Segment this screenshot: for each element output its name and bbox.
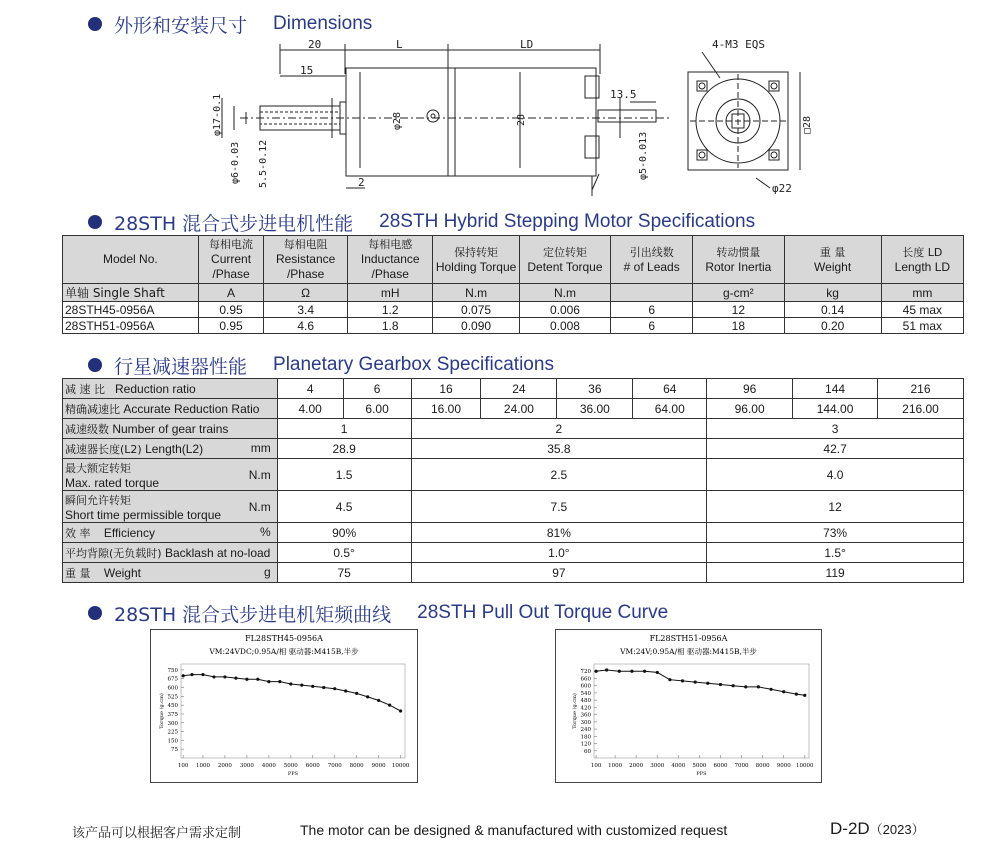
y-tick-label: 660 <box>580 676 591 683</box>
x-tick-label: 4000 <box>671 763 686 769</box>
section-title-en: Planetary Gearbox Specifications <box>273 354 554 375</box>
bullet-icon <box>88 215 102 229</box>
torque-point <box>190 673 193 676</box>
cell: 2.5 <box>411 459 707 491</box>
cell: 24.00 <box>481 399 557 419</box>
motor-cell: 51 max <box>881 318 963 334</box>
chart-title: FL28STH51-0956A <box>649 634 728 643</box>
header-en: Length LD <box>894 259 951 274</box>
row-length: 减速器长度(L2) Length(L2) mm 28.9 35.8 42.7 <box>63 439 964 459</box>
unit-cell: N.m <box>433 284 519 302</box>
row-backlash: 平均背隙(无负载时) Backlash at no-load 0.5° 1.0° 1.5° <box>63 543 964 563</box>
motor-cell: 0.95 <box>198 318 264 334</box>
cell: 216 <box>878 379 964 399</box>
unit-cell: A <box>198 284 264 302</box>
torque-point <box>234 677 237 680</box>
dim-2: 2 <box>358 176 365 189</box>
motor-cell: 0.14 <box>784 302 881 318</box>
x-tick-label: 3000 <box>650 763 665 769</box>
footer-note-en: The motor can be designed & manufactured with customized request <box>300 822 728 838</box>
section-title-cn: 行星减速器性能 <box>114 355 248 378</box>
y-tick-label: 600 <box>580 683 591 690</box>
torque-point <box>377 699 380 702</box>
y-tick-label: 420 <box>580 705 591 712</box>
motor-cell: 45 max <box>881 302 963 318</box>
motor-cell: 1.8 <box>347 318 432 334</box>
y-tick-label: 675 <box>167 676 178 683</box>
y-tick-label: 750 <box>167 667 178 674</box>
cell: 1 <box>277 419 411 439</box>
torque-point <box>289 682 292 685</box>
torque-point <box>605 668 608 671</box>
motor-cell: 0.95 <box>198 302 264 318</box>
header-cn: 保持转矩 <box>454 245 499 259</box>
header-en: Current /Phase <box>211 252 252 281</box>
cell: 64 <box>633 379 707 399</box>
cell: 144 <box>793 379 878 399</box>
y-tick-label: 480 <box>580 698 591 705</box>
motor-header-cell <box>198 236 264 284</box>
motor-cell: 0.20 <box>784 318 881 334</box>
cell: 1.5 <box>277 459 411 491</box>
torque-point <box>355 692 358 695</box>
torque-point <box>311 685 314 688</box>
x-tick-label: 1000 <box>195 763 210 769</box>
torque-point <box>300 684 303 687</box>
row-efficiency: 效 率 Efficiency % 90% 81% 73% <box>63 523 964 543</box>
x-tick-label: 7000 <box>734 763 749 769</box>
torque-point <box>782 690 785 693</box>
dim-LD: LD <box>520 38 534 51</box>
cell: 36.00 <box>557 399 633 419</box>
cell: 4 <box>277 379 343 399</box>
cell: 6 <box>343 379 411 399</box>
header-cn: 每相电阻 <box>283 238 328 251</box>
section-gearbox-header <box>88 351 554 379</box>
dia-22-label: φ22 <box>772 182 792 195</box>
torque-point <box>668 678 671 681</box>
header-en: Resistance /Phase <box>275 252 336 281</box>
x-axis-label: PPS <box>287 771 299 777</box>
y-tick-label: 225 <box>167 729 178 736</box>
torque-chart-45 <box>150 629 418 783</box>
motor-spec-table <box>62 235 964 334</box>
cell: 119 <box>707 563 964 583</box>
x-tick-label: 10000 <box>796 763 814 769</box>
unit-cell: g-cm² <box>693 284 784 302</box>
motor-header-cell <box>693 236 784 284</box>
x-tick-label: 7000 <box>327 763 342 769</box>
dim-5-5-label: 5.5-0.12 <box>258 139 269 188</box>
torque-chart-51 <box>555 629 822 783</box>
cell: 3 <box>707 419 964 439</box>
x-tick-label: 2000 <box>629 763 644 769</box>
torque-series-line <box>183 675 400 711</box>
cell: 24 <box>481 379 557 399</box>
cell: 42.7 <box>707 439 964 459</box>
cell: 16.00 <box>411 399 481 419</box>
bullet-icon <box>88 17 102 31</box>
x-tick-label: 1000 <box>608 763 623 769</box>
cell: 6.00 <box>343 399 411 419</box>
torque-point <box>618 670 621 673</box>
header-en: Detent Torque <box>527 259 603 274</box>
header-cn: 每相电感 <box>368 238 413 251</box>
dim-L: L <box>396 38 403 51</box>
row-short-torque: N.m 瞬间允许转矩 Short time permissible torque 4.5 7.5 12 <box>63 491 964 523</box>
y-tick-label: 60 <box>584 748 591 755</box>
x-tick-label: 100 <box>590 763 602 769</box>
row-reduction-ratio: 减 速 比 Reduction ratio 4 6 16 24 36 64 96 144 216 <box>63 379 964 399</box>
cell: 144.00 <box>793 399 878 419</box>
dim-20: 20 <box>308 38 322 51</box>
torque-point <box>643 670 646 673</box>
bullet-icon <box>88 358 102 372</box>
header-en: Model No. <box>103 252 158 266</box>
dia-28-label: φ28 <box>392 111 403 130</box>
motor-header-cell <box>519 236 611 284</box>
motor-cell: 6 <box>611 318 693 334</box>
torque-point <box>803 694 806 697</box>
torque-point <box>719 683 722 686</box>
y-tick-label: 150 <box>167 738 178 745</box>
torque-point <box>681 679 684 682</box>
motor-cell: 0.008 <box>519 318 611 334</box>
motor-cell: 0.075 <box>433 302 519 318</box>
x-tick-label: 5000 <box>283 763 298 769</box>
cell: 4.5 <box>277 491 411 523</box>
header-cn: 重 量 <box>819 245 846 259</box>
row-accurate-ratio: 精确减速比 Accurate Reduction Ratio 4.00 6.00 16.00 24.00 36.00 64.00 96.00 144.00 216.00 <box>63 399 964 419</box>
cell: 64.00 <box>633 399 707 419</box>
y-tick-label: 75 <box>171 747 178 754</box>
cell: 4.0 <box>707 459 964 491</box>
x-tick-label: 8000 <box>755 763 770 769</box>
header-en: # of Leads <box>623 259 680 274</box>
torque-point <box>267 680 270 683</box>
y-tick-label: 375 <box>167 711 178 718</box>
x-tick-label: 9000 <box>776 763 791 769</box>
motor-cell: 4.6 <box>264 318 348 334</box>
cell: 7.5 <box>411 491 707 523</box>
x-tick-label: 10000 <box>391 763 410 769</box>
dia-6-label: φ6-0.03 <box>230 141 241 184</box>
torque-point <box>256 678 259 681</box>
x-tick-label: 4000 <box>261 763 276 769</box>
x-tick-label: 6000 <box>305 763 320 769</box>
dim-13-5: 13.5 <box>610 88 637 101</box>
cell: 96.00 <box>707 399 793 419</box>
cell: 97 <box>411 563 707 583</box>
dia-5-label: φ5-0.013 <box>638 131 649 180</box>
section-title-en: 28STH Hybrid Stepping Motor Specifications <box>379 211 756 232</box>
torque-point <box>182 674 185 677</box>
section-title-cn: 28STH 混合式步进电机性能 <box>114 212 354 235</box>
chart-title: FL28STH45-0956A <box>245 634 323 643</box>
motor-cell: 12 <box>693 302 784 318</box>
dim-15: 15 <box>300 64 314 77</box>
header-en: Holding Torque <box>435 259 517 274</box>
motor-header-cell <box>347 236 432 284</box>
holes-label: 4-M3 EQS <box>712 38 765 51</box>
x-axis-label: PPS <box>696 771 707 777</box>
torque-point <box>322 686 325 689</box>
cell: 12 <box>707 491 964 523</box>
motor-header-cell <box>881 236 963 284</box>
cell: 90% <box>277 523 411 543</box>
cell: 35.8 <box>411 439 707 459</box>
header-en: Inductance /Phase <box>360 252 420 281</box>
motor-header-cell <box>264 236 348 284</box>
y-tick-label: 600 <box>167 685 178 692</box>
torque-point <box>769 688 772 691</box>
chart-subtitle: VM:24V;0.95A/相 驱动器:M415B,半步 <box>620 647 757 656</box>
unit-cell: Ω <box>264 284 348 302</box>
cell: 1.0° <box>411 543 707 563</box>
cell: 28.9 <box>277 439 411 459</box>
motor-header-cell <box>433 236 519 284</box>
x-tick-label: 3000 <box>239 763 254 769</box>
cell: 216.00 <box>878 399 964 419</box>
torque-point <box>757 685 760 688</box>
torque-point <box>744 685 747 688</box>
y-tick-label: 180 <box>580 734 591 741</box>
section-title-cn: 28STH 混合式步进电机矩频曲线 <box>114 603 392 626</box>
motor-cell: 6 <box>611 302 693 318</box>
row-weight: 重 量 Weight g 75 97 119 <box>63 563 964 583</box>
section-dimensions-header <box>88 10 372 38</box>
torque-point <box>278 680 281 683</box>
motor-cell: 0.006 <box>519 302 611 318</box>
dimension-drawing <box>200 38 840 198</box>
section-curve-header <box>88 599 668 627</box>
torque-point <box>694 680 697 683</box>
motor-cell: 0.090 <box>433 318 519 334</box>
y-axis-label: Torque (g.cm) <box>159 693 165 729</box>
cell: 16 <box>411 379 481 399</box>
x-tick-label: 9000 <box>371 763 386 769</box>
section-title-en: Dimensions <box>273 13 373 34</box>
torque-point <box>201 673 204 676</box>
motor-header-cell <box>784 236 881 284</box>
torque-point <box>630 670 633 673</box>
y-tick-label: 300 <box>167 720 178 727</box>
y-tick-label: 540 <box>580 690 591 697</box>
motor-header-cell <box>611 236 693 284</box>
header-cn: 转动惯量 <box>716 245 761 259</box>
gearbox-spec-table <box>62 378 964 583</box>
section-motor-header <box>88 208 755 236</box>
motor-cell: 1.2 <box>347 302 432 318</box>
header-cn: 引出线数 <box>629 245 674 259</box>
row-gear-trains: 减速级数 Number of gear trains 1 2 3 <box>63 419 964 439</box>
cell: 73% <box>707 523 964 543</box>
unit-cell: N.m <box>519 284 611 302</box>
header-cn: 定位转矩 <box>542 245 587 259</box>
cell: 96 <box>707 379 793 399</box>
sq-28-label: □28 <box>802 115 813 134</box>
torque-point <box>706 682 709 685</box>
torque-point <box>656 671 659 674</box>
cell: 1.5° <box>707 543 964 563</box>
chart-subtitle: VM:24VDC;0.95A/相 驱动器:M415B,半步 <box>209 647 359 656</box>
y-tick-label: 525 <box>167 694 178 701</box>
torque-point <box>732 684 735 687</box>
section-title-cn: 外形和安装尺寸 <box>114 14 248 37</box>
dim-28-label: 28 <box>516 113 527 126</box>
dia-17-label: φ17-0.1 <box>212 93 223 136</box>
motor-cell: 28STH45-0956A <box>63 302 199 318</box>
y-tick-label: 720 <box>580 669 591 676</box>
cell: 36 <box>557 379 633 399</box>
torque-point <box>212 675 215 678</box>
cell: 81% <box>411 523 707 543</box>
plot-area <box>594 664 809 758</box>
torque-point <box>333 687 336 690</box>
footer-note-cn: 该产品可以根据客户需求定制 <box>72 826 242 841</box>
torque-series-line <box>596 670 805 695</box>
torque-point <box>245 678 248 681</box>
header-en: Weight <box>814 259 852 274</box>
row-max-torque: N.m 最大额定转矩 Max. rated torque 1.5 2.5 4.0 <box>63 459 964 491</box>
unit-cell: 单轴 Single Shaft <box>63 284 199 302</box>
header-cn: 每相电流 <box>209 238 254 251</box>
cell: 75 <box>277 563 411 583</box>
cell: 2 <box>411 419 707 439</box>
y-tick-label: 240 <box>580 727 591 734</box>
page-number: D-2D（2023） <box>830 819 925 838</box>
y-tick-label: 300 <box>580 719 591 726</box>
motor-cell: 18 <box>693 318 784 334</box>
y-axis-label: Torque (g.cm) <box>572 693 578 729</box>
cell: 4.00 <box>277 399 343 419</box>
torque-point <box>795 693 798 696</box>
unit-cell <box>611 284 693 302</box>
header-cn: 长度 LD <box>902 245 943 259</box>
x-tick-label: 6000 <box>713 763 728 769</box>
torque-point <box>595 670 598 673</box>
motor-row <box>63 318 964 334</box>
torque-point <box>399 709 402 712</box>
torque-point <box>344 689 347 692</box>
unit-cell: mH <box>347 284 432 302</box>
y-tick-label: 360 <box>580 712 591 719</box>
section-title-en: 28STH Pull Out Torque Curve <box>417 602 669 623</box>
unit-cell: kg <box>784 284 881 302</box>
bullet-icon <box>88 606 102 620</box>
unit-cell: mm <box>881 284 963 302</box>
motor-header-cell <box>63 236 199 284</box>
motor-cell: 3.4 <box>264 302 348 318</box>
x-tick-label: 8000 <box>349 763 364 769</box>
torque-point <box>388 704 391 707</box>
torque-point <box>223 675 226 678</box>
y-tick-label: 450 <box>167 703 178 710</box>
header-en: Rotor Inertia <box>705 259 772 274</box>
x-tick-label: 5000 <box>692 763 707 769</box>
cell: 0.5° <box>277 543 411 563</box>
y-tick-label: 120 <box>580 741 591 748</box>
torque-point <box>366 695 369 698</box>
motor-row <box>63 302 964 318</box>
x-tick-label: 2000 <box>217 763 232 769</box>
motor-cell: 28STH51-0956A <box>63 318 199 334</box>
x-tick-label: 100 <box>177 763 189 769</box>
